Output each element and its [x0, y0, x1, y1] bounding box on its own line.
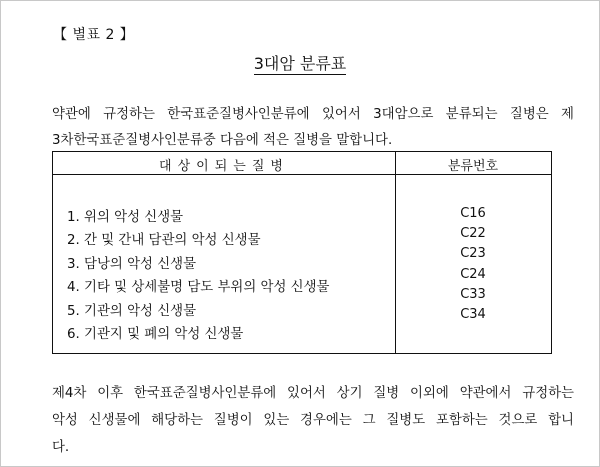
classification-code: C16 — [460, 206, 486, 221]
disease-table — [52, 151, 552, 354]
intro-line: 3차한국표준질병사인분류중 다음에 적은 질병을 말합니다. — [52, 133, 393, 148]
footnote-line: 악성 신생물에 해당하는 질병이 있는 경우에는 그 질병도 포함하는 것으로 합니 — [52, 413, 574, 428]
disease-item: 5. 기관의 악성 신생물 — [67, 303, 197, 319]
header-disease: 대상이되는질병 — [159, 159, 289, 174]
disease-list — [67, 206, 329, 346]
footnote-paragraph — [52, 380, 574, 461]
disease-item: 1. 위의 악성 신생물 — [67, 210, 184, 225]
header-divider — [53, 174, 551, 175]
intro-paragraph — [52, 102, 574, 154]
code-list — [395, 204, 551, 325]
classification-code: C34 — [460, 306, 486, 322]
disease-item: 2. 간 및 간내 담관의 악성 신생물 — [67, 233, 261, 249]
classification-code: C22 — [460, 226, 486, 242]
classification-code: C23 — [460, 246, 486, 262]
disease-item: 6. 기관지 및 폐의 악성 신생물 — [67, 326, 244, 342]
disease-item: 4. 기타 및 상세불명 담도 부위의 악성 신생물 — [67, 280, 330, 296]
footnote-line: 다. — [52, 440, 70, 455]
header-code: 분류번호 — [447, 159, 499, 174]
intro-line: 약관에 규정하는 한국표준질병사인분류에 있어서 3대암으로 분류되는 질병은 제 — [52, 107, 574, 122]
annex-label: 【 별표 2 】 — [53, 27, 135, 43]
footnote-line: 제4차 이후 한국표준질병사인분류에 있어서 상기 질병 이외에 약관에서 규정하는 — [52, 386, 574, 401]
classification-code: C24 — [460, 266, 486, 282]
disease-item: 3. 담낭의 악성 신생물 — [67, 256, 197, 272]
document-title — [0, 51, 600, 74]
document-title-text: 3대암 분류표 — [253, 54, 347, 73]
classification-code: C33 — [460, 286, 486, 302]
